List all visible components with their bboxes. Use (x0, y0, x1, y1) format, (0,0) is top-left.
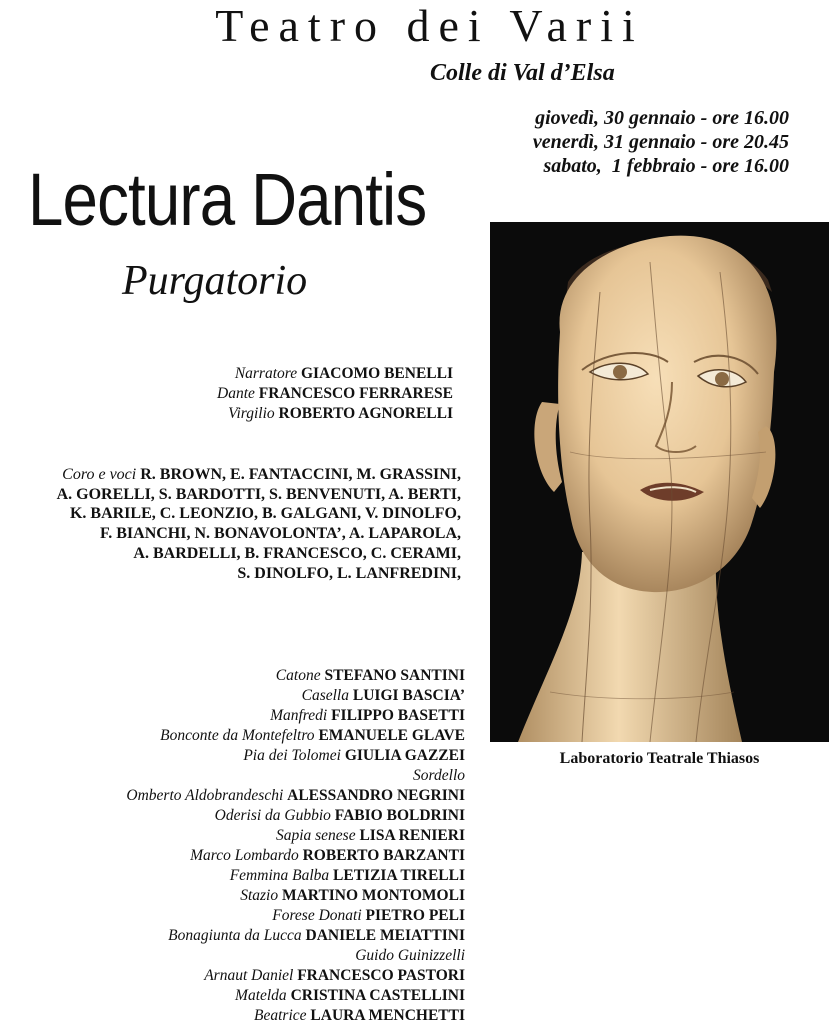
actor-name: CRISTINA CASTELLINI (290, 987, 465, 1004)
chorus-label: Coro e voci (62, 466, 137, 483)
role-name: Manfredi (270, 707, 328, 724)
chorus-members: F. BIANCHI, N. BONAVOLONTA’, A. LAPAROLA, (99, 525, 461, 543)
chorus-members: A. GORELLI, S. BARDOTTI, S. BENVENUTI, A. BERTI, (56, 485, 461, 503)
cast-line (126, 986, 465, 1006)
chorus-members: S. DINOLFO, L. LANFREDINI, (237, 564, 461, 582)
actor-name: ALESSANDRO NEGRINI (287, 787, 465, 804)
role-name: Narratore (234, 365, 298, 382)
role-name: Guido Guinizzelli (355, 947, 465, 964)
chorus-members: K. BARILE, C. LEONZIO, B. GALGANI, V. DINOLFO, (69, 505, 461, 523)
cast-line (126, 746, 465, 766)
role-name: Femmina Balba (229, 867, 330, 884)
actor-name: ROBERTO AGNORELLI (278, 405, 453, 422)
lead-cast-line (217, 384, 453, 404)
date-line: venerdì, 31 gennaio - ore 20.45 (532, 131, 789, 153)
theater-name: Teatro dei Varii (215, 0, 644, 51)
chorus-line (57, 504, 461, 524)
cast-line (126, 866, 465, 886)
role-name: Forese Donati (272, 907, 362, 924)
role-name: Dante (217, 385, 255, 402)
actor-name: EMANUELE GLAVE (318, 727, 465, 744)
role-name: Casella (301, 687, 349, 704)
cast-line (126, 786, 465, 806)
date-line: sabato, 1 febbraio - ore 16.00 (543, 155, 789, 177)
cast-line (126, 686, 465, 706)
role-name: Catone (275, 667, 321, 684)
date-line: giovedì, 30 gennaio - ore 16.00 (535, 107, 789, 129)
role-name: Matelda (235, 987, 287, 1004)
role-name: Sordello (413, 767, 465, 784)
actor-name: GIACOMO BENELLI (300, 365, 453, 382)
role-name: Marco Lombardo (190, 847, 299, 864)
chorus-line (57, 544, 461, 564)
chorus-members: A. BARDELLI, B. FRANCESCO, C. CERAMI, (133, 544, 461, 562)
cast-list (126, 666, 465, 1026)
chorus-line (57, 564, 461, 584)
role-name: Bonagiunta da Lucca (168, 927, 302, 944)
role-name: Sapia senese (275, 827, 356, 844)
actor-name: LAURA MENCHETTI (310, 1007, 465, 1024)
chorus-line (57, 524, 461, 544)
cast-line (126, 886, 465, 906)
cast-line (126, 726, 465, 746)
actor-name: STEFANO SANTINI (324, 667, 465, 684)
cast-line (126, 706, 465, 726)
page-title: Lectura Dantis (28, 158, 427, 241)
sculpted-head-image (490, 222, 829, 742)
cast-line (126, 766, 465, 786)
cast-line (126, 1006, 465, 1026)
actor-name: FRANCESCO PASTORI (297, 967, 465, 984)
cast-line (126, 946, 465, 966)
sculpture-photo (490, 222, 829, 742)
chorus-line (57, 485, 461, 505)
cast-line (126, 926, 465, 946)
role-name: Arnaut Daniel (204, 967, 294, 984)
lead-cast-line (217, 404, 453, 424)
cast-line (126, 666, 465, 686)
page-subtitle: Purgatorio (122, 258, 308, 304)
role-name: Virgilio (228, 405, 275, 422)
chorus-list (57, 465, 461, 583)
actor-name: LUIGI BASCIA’ (352, 687, 465, 704)
role-name: Bonconte da Montefeltro (160, 727, 315, 744)
actor-name: DANIELE MEIATTINI (305, 927, 465, 944)
actor-name: MARTINO MONTOMOLI (281, 887, 465, 904)
role-name: Omberto Aldobrandeschi (126, 787, 284, 804)
role-name: Pia dei Tolomei (243, 747, 341, 764)
role-name: Beatrice (254, 1007, 307, 1024)
actor-name: GIULIA GAZZEI (344, 747, 465, 764)
actor-name: LETIZIA TIRELLI (333, 867, 465, 884)
actor-name: FRANCESCO FERRARESE (258, 385, 453, 402)
lead-cast (217, 364, 453, 424)
actor-name: ROBERTO BARZANTI (302, 847, 465, 864)
cast-line (126, 806, 465, 826)
cast-line (126, 966, 465, 986)
city-name: Colle di Val d’Elsa (430, 60, 615, 86)
role-name: Oderisi da Gubbio (214, 807, 331, 824)
chorus-members: R. BROWN, E. FANTACCINI, M. GRASSINI, (140, 466, 461, 483)
actor-name: FILIPPO BASETTI (331, 707, 465, 724)
actor-name: PIETRO PELI (365, 907, 465, 924)
cast-line (126, 906, 465, 926)
actor-name: LISA RENIERI (359, 827, 465, 844)
lead-cast-line (217, 364, 453, 384)
performance-dates (533, 106, 789, 178)
photo-caption: Laboratorio Teatrale Thiasos (559, 750, 760, 767)
cast-line (126, 826, 465, 846)
role-name: Stazio (240, 887, 279, 904)
actor-name: FABIO BOLDRINI (334, 807, 465, 824)
cast-line (126, 846, 465, 866)
chorus-line (57, 465, 461, 485)
